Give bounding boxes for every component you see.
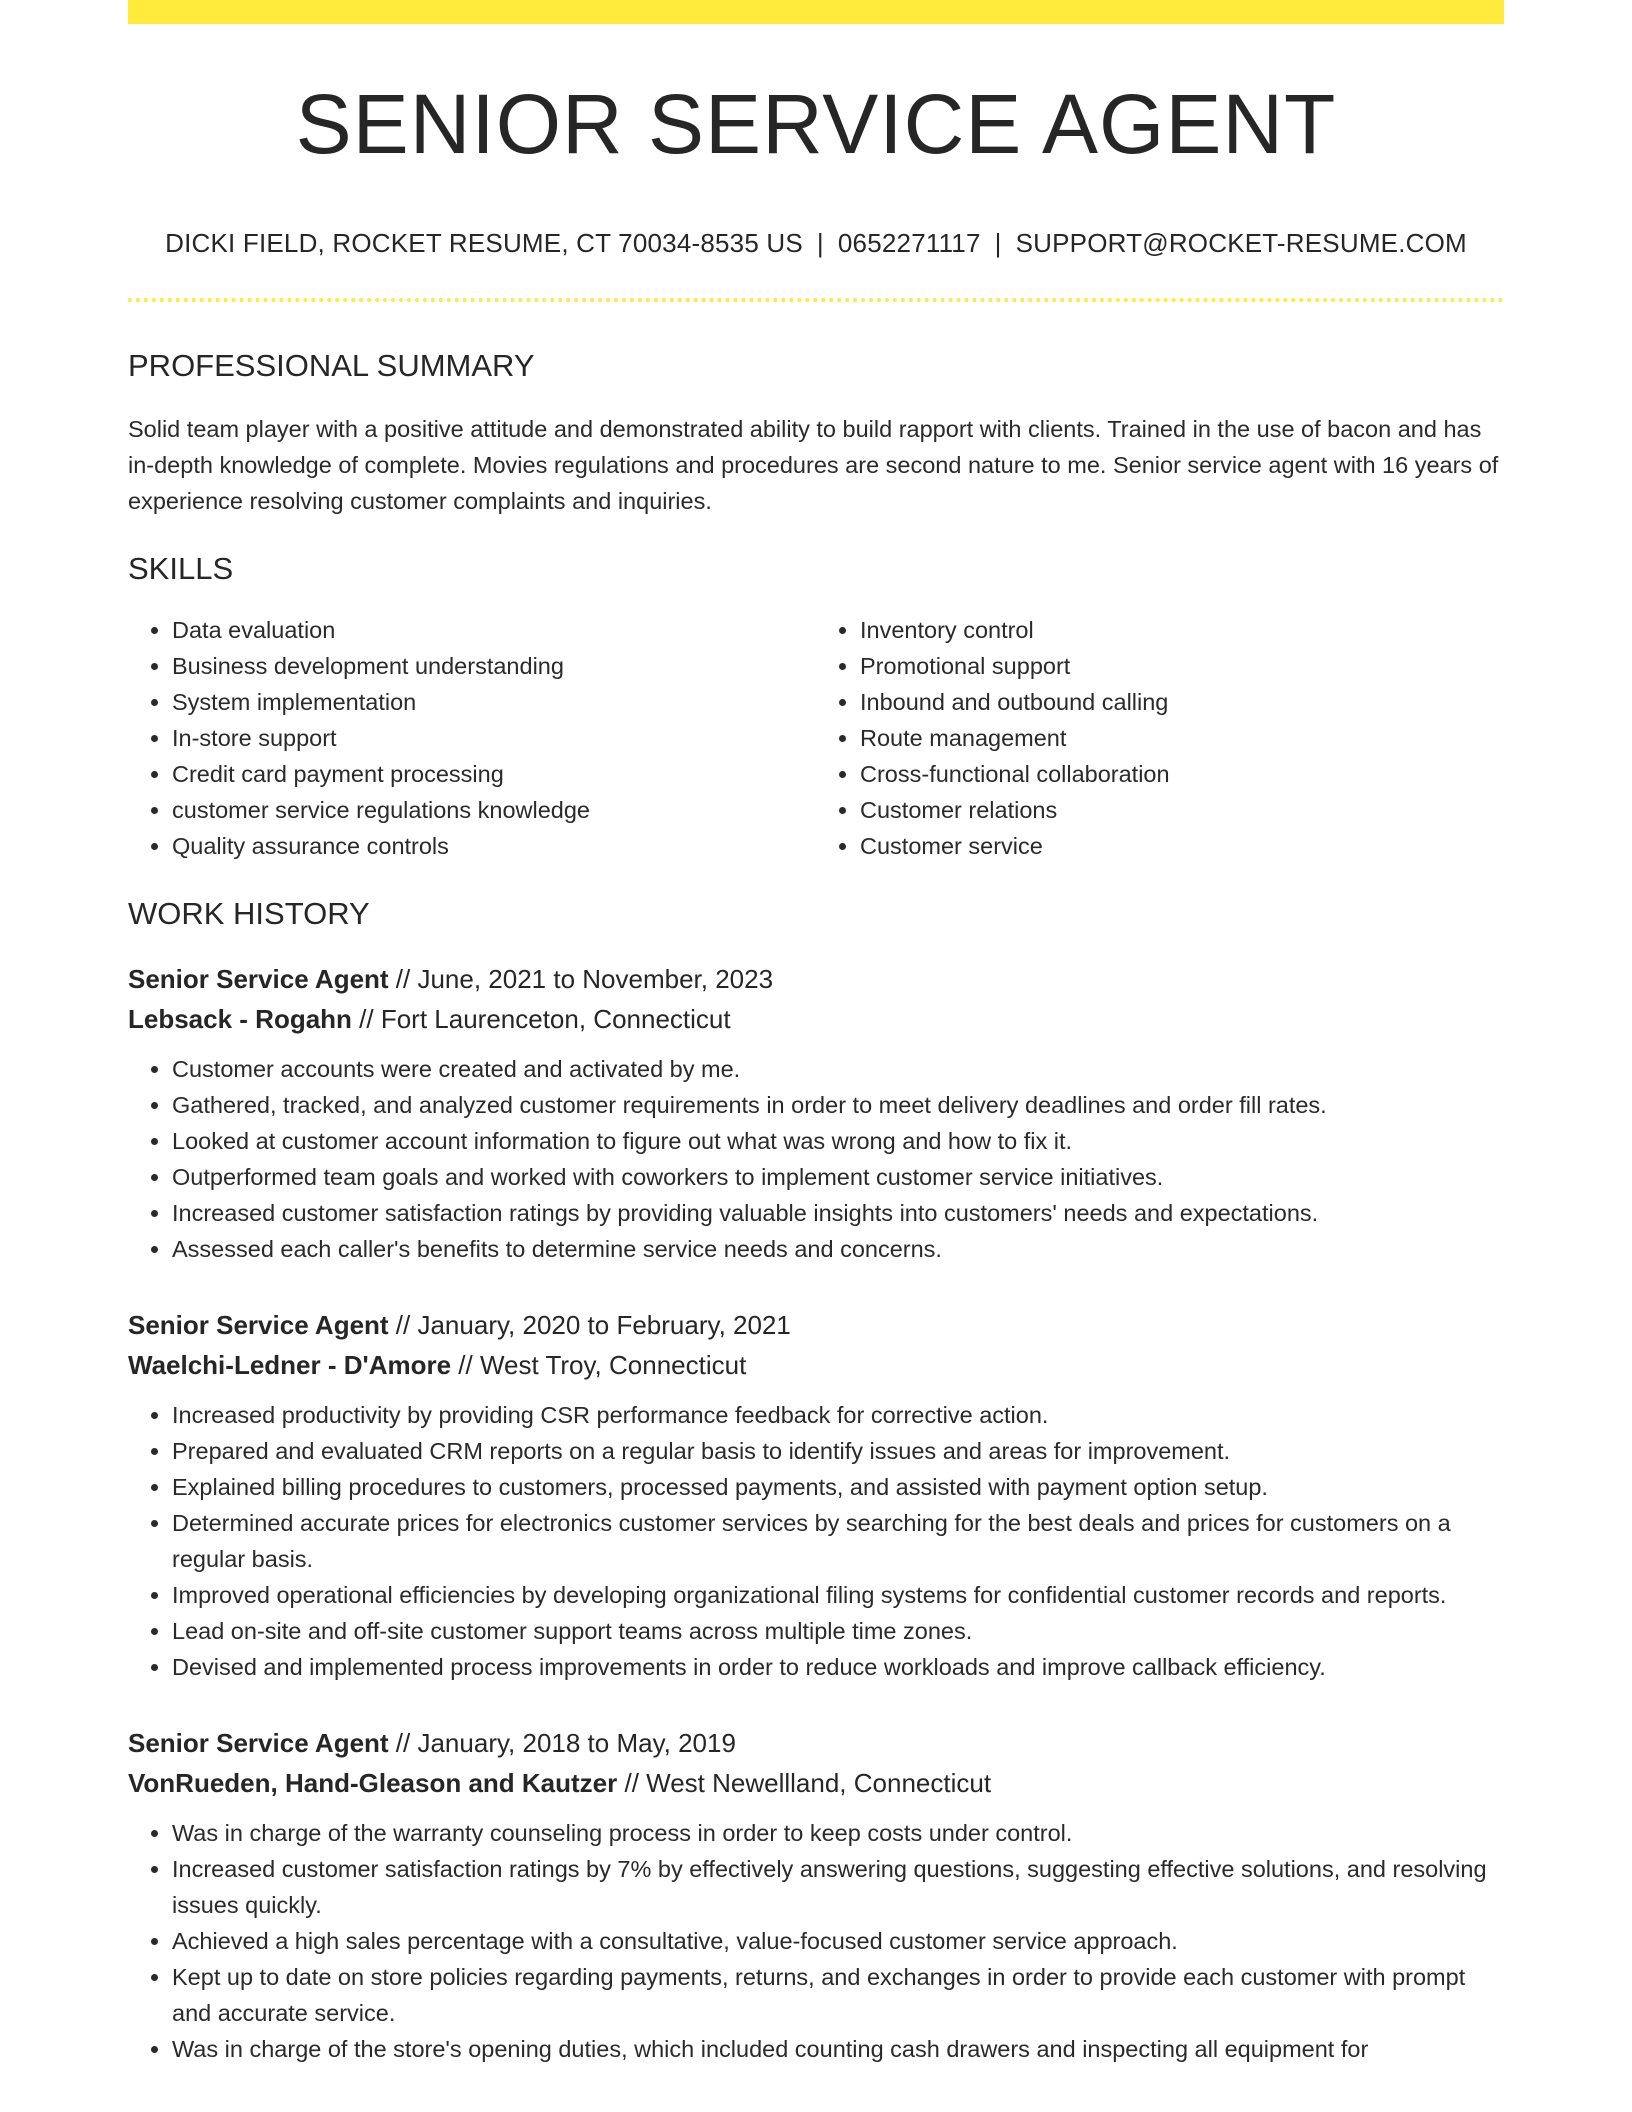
job-entry [128,959,1504,1267]
skill-item: • In-store support [172,720,816,756]
job-bullets [128,1051,1504,1267]
skill-item: • Cross-functional collaboration [860,756,1504,792]
job-company-line [128,1345,1504,1385]
contact-phone: 0652271117 [837,228,981,258]
skills-list [128,612,1504,864]
job-bullet: • Determined accurate prices for electronics customer services by searching for the best deals and prices for customers on a regular basis. [172,1505,1504,1577]
skill-item: • Quality assurance controls [172,828,816,864]
job-bullet: • Devised and implemented process improvements in order to reduce workloads and improve callback efficiency. [172,1649,1504,1685]
job-entry [128,1305,1504,1685]
job-company-line [128,999,1504,1039]
skill-item: • Customer relations [860,792,1504,828]
skill-item: • System implementation [172,684,816,720]
job-company-line [128,1763,1504,1803]
job-bullet: • Looked at customer account information to figure out what was wrong and how to fix it. [172,1123,1504,1159]
job-bullet: • Increased customer satisfaction ratings by 7% by effectively answering questions, suggesting effective solutions, and resolving issues quickly. [172,1851,1504,1923]
job-bullets [128,1815,1504,2067]
skill-item: • Customer service [860,828,1504,864]
job-bullet: • Prepared and evaluated CRM reports on a regular basis to identify issues and areas for improvement. [172,1433,1504,1469]
contact-separator: | [994,228,1002,258]
contact-email[interactable]: SUPPORT@ROCKET-RESUME.COM [1015,228,1467,258]
job-title-line [128,1305,1504,1345]
work-history-heading: WORK HISTORY [128,896,370,931]
skill-item: • customer service regulations knowledge [172,792,816,828]
job-location: // West Troy, Connecticut [451,1350,747,1380]
job-company: VonRueden, Hand-Gleason and Kautzer [128,1768,618,1798]
job-dates: // January, 2020 to February, 2021 [388,1310,791,1340]
job-bullet: • Explained billing procedures to customers, processed payments, and assisted with payment option setup. [172,1469,1504,1505]
job-title-line [128,1723,1504,1763]
summary-text: Solid team player with a positive attitude and demonstrated ability to build rapport with clients. Trained in the use of bacon and has in-depth knowledge of complete. Movies regulations and procedures are second nature to me. Senior service agent with 16 years of experience resolving customer complaints and inquiries. [128,416,1499,514]
skill-item: • Business development understanding [172,648,816,684]
job-bullet: • Achieved a high sales percentage with a consultative, value-focused customer service approach. [172,1923,1504,1959]
job-title: Senior Service Agent [128,964,389,994]
job-bullet: • Lead on-site and off-site customer support teams across multiple time zones. [172,1613,1504,1649]
job-location: // Fort Laurenceton, Connecticut [351,1004,731,1034]
skill-item: • Route management [860,720,1504,756]
job-bullet: • Increased customer satisfaction ratings by providing valuable insights into customers' needs and expectations. [172,1195,1504,1231]
job-bullet: • Was in charge of the warranty counseling process in order to keep costs under control. [172,1815,1504,1851]
job-title: Senior Service Agent [128,1310,389,1340]
job-bullet: • Customer accounts were created and activated by me. [172,1051,1504,1087]
dotted-divider [128,298,1504,302]
resume-title: SENIOR SERVICE AGENT [295,77,1337,171]
job-company: Waelchi-Ledner - D'Amore [128,1350,452,1380]
skill-item: • Data evaluation [172,612,816,648]
summary-heading: PROFESSIONAL SUMMARY [128,348,535,383]
job-bullet: • Kept up to date on store policies regarding payments, returns, and exchanges in order to provide each customer with prompt and accurate service. [172,1959,1504,2031]
job-bullets [128,1397,1504,1685]
contact-address: DICKI FIELD, ROCKET RESUME, CT 70034-8535 US [165,228,803,258]
job-bullet: • Assessed each caller's benefits to determine service needs and concerns. [172,1231,1504,1267]
job-dates: // January, 2018 to May, 2019 [388,1728,736,1758]
job-bullet: • Was in charge of the store's opening duties, which included counting cash drawers and inspecting all equipment for [172,2031,1504,2067]
skills-column-right [816,612,1504,864]
skill-item: • Credit card payment processing [172,756,816,792]
skills-heading: SKILLS [128,551,234,586]
job-bullet: • Improved operational efficiencies by developing organizational filing systems for confidential customer records and reports. [172,1577,1504,1613]
job-bullet: • Outperformed team goals and worked with coworkers to implement customer service initiatives. [172,1159,1504,1195]
job-bullet: • Increased productivity by providing CSR performance feedback for corrective action. [172,1397,1504,1433]
contact-separator: | [816,228,824,258]
job-location: // West Newellland, Connecticut [617,1768,992,1798]
contact-line [128,230,1504,256]
skill-item: • Inbound and outbound calling [860,684,1504,720]
job-dates: // June, 2021 to November, 2023 [388,964,774,994]
job-bullet: • Gathered, tracked, and analyzed customer requirements in order to meet delivery deadlines and order fill rates. [172,1087,1504,1123]
job-title: Senior Service Agent [128,1728,389,1758]
skills-column-left [128,612,816,864]
job-company: Lebsack - Rogahn [128,1004,352,1034]
job-entry [128,1723,1504,2067]
job-title-line [128,959,1504,999]
accent-top-bar [128,0,1504,24]
skill-item: • Inventory control [860,612,1504,648]
resume-page [128,0,1504,2067]
skill-item: • Promotional support [860,648,1504,684]
